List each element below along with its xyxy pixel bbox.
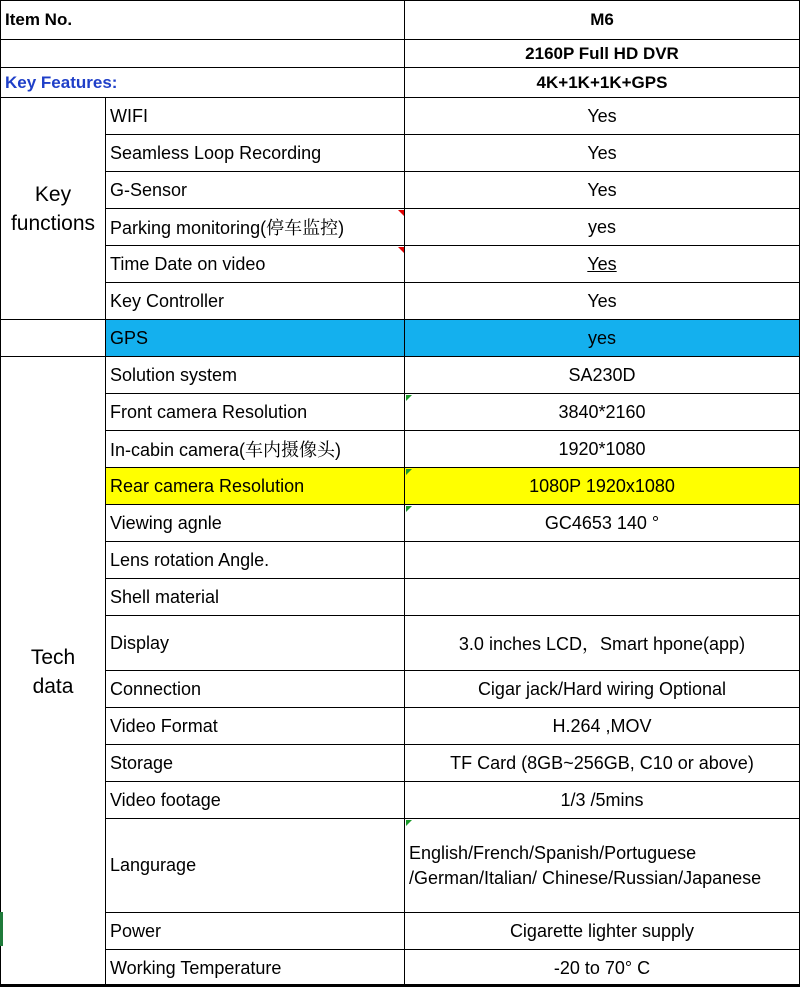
row-value-shell-material: [405, 579, 800, 616]
row-value-solution-system: SA230D: [405, 357, 800, 394]
tech-data-group-label: Tech data: [0, 357, 106, 987]
note-marker-icon[interactable]: [406, 820, 412, 826]
note-marker-icon[interactable]: [406, 469, 412, 475]
row-label-connection: Connection: [106, 671, 405, 708]
row-value-display: 3.0 inches LCD，Smart hpone(app): [405, 616, 800, 671]
row-label-gps: GPS: [106, 320, 405, 357]
row-label-video-footage: Video footage: [106, 782, 405, 819]
row-value-connection: Cigar jack/Hard wiring Optional: [405, 671, 800, 708]
row-label-video-format: Video Format: [106, 708, 405, 745]
row-value-time-date: Yes: [405, 246, 800, 283]
row-value-working-temperature: -20 to 70° C: [405, 950, 800, 987]
key-features-label: Key Features:: [0, 68, 405, 98]
row-label-viewing-angle: Viewing agnle: [106, 505, 405, 542]
item-no-label: Item No.: [0, 0, 405, 40]
row-value-power: Cigarette lighter supply: [405, 913, 800, 950]
row-label-rear-camera: Rear camera Resolution: [106, 468, 405, 505]
row-value-viewing-angle: GC4653 140 °: [405, 505, 800, 542]
row-label-front-camera: Front camera Resolution: [106, 394, 405, 431]
row-value-wifi: Yes: [405, 98, 800, 135]
row-value-lens-rotation: [405, 542, 800, 579]
comment-marker-icon[interactable]: [398, 210, 404, 216]
bottom-divider: [0, 984, 800, 987]
key-functions-group-label: Key functions: [0, 98, 106, 320]
row-label-in-cabin-camera: In-cabin camera(车内摄像头): [106, 431, 405, 468]
row-label-power: Power: [106, 913, 405, 950]
row-label-solution-system: Solution system: [106, 357, 405, 394]
row-value-front-camera: 3840*2160: [405, 394, 800, 431]
row-value-rear-camera: 1080P 1920x1080: [405, 468, 800, 505]
left-edge-marker: [0, 912, 3, 946]
row-label-shell-material: Shell material: [106, 579, 405, 616]
row-label-language: Langurage: [106, 819, 405, 913]
row-label-lens-rotation: Lens rotation Angle.: [106, 542, 405, 579]
row-value-key-controller: Yes: [405, 283, 800, 320]
language-list-line-2: /German/Italian/ Chinese/Russian/Japanese: [409, 867, 762, 888]
row-value-gps: yes: [405, 320, 800, 357]
row-label-wifi: WIFI: [106, 98, 405, 135]
row-value-storage: TF Card (8GB~256GB, C10 or above): [405, 745, 800, 782]
language-list-line-1: English/French/Spanish/Portuguese: [409, 842, 697, 863]
row-value-in-cabin-camera: 1920*1080: [405, 431, 800, 468]
product-subtitle: 2160P Full HD DVR: [405, 40, 800, 68]
row-label-storage: Storage: [106, 745, 405, 782]
row-label-working-temperature: Working Temperature: [106, 950, 405, 987]
model-value: M6: [405, 0, 800, 40]
row-value-video-format: H.264 ,MOV: [405, 708, 800, 745]
key-features-value: 4K+1K+1K+GPS: [405, 68, 800, 98]
row-label-key-controller: Key Controller: [106, 283, 405, 320]
row-label-loop-recording: Seamless Loop Recording: [106, 135, 405, 172]
row-label-display: Display: [106, 616, 405, 671]
row-label-parking-monitoring: Parking monitoring(停车监控): [106, 209, 405, 246]
row-value-g-sensor: Yes: [405, 172, 800, 209]
subtitle-blank-cell: [0, 40, 405, 68]
row-value-language: [405, 819, 800, 913]
row-label-g-sensor: G-Sensor: [106, 172, 405, 209]
row-value-parking-monitoring: yes: [405, 209, 800, 246]
row-value-loop-recording: Yes: [405, 135, 800, 172]
comment-marker-icon[interactable]: [398, 247, 404, 253]
gps-blank-cell: [0, 320, 106, 357]
row-value-video-footage: 1/3 /5mins: [405, 782, 800, 819]
row-label-time-date: Time Date on video: [106, 246, 405, 283]
note-marker-icon[interactable]: [406, 506, 412, 512]
note-marker-icon[interactable]: [406, 395, 412, 401]
